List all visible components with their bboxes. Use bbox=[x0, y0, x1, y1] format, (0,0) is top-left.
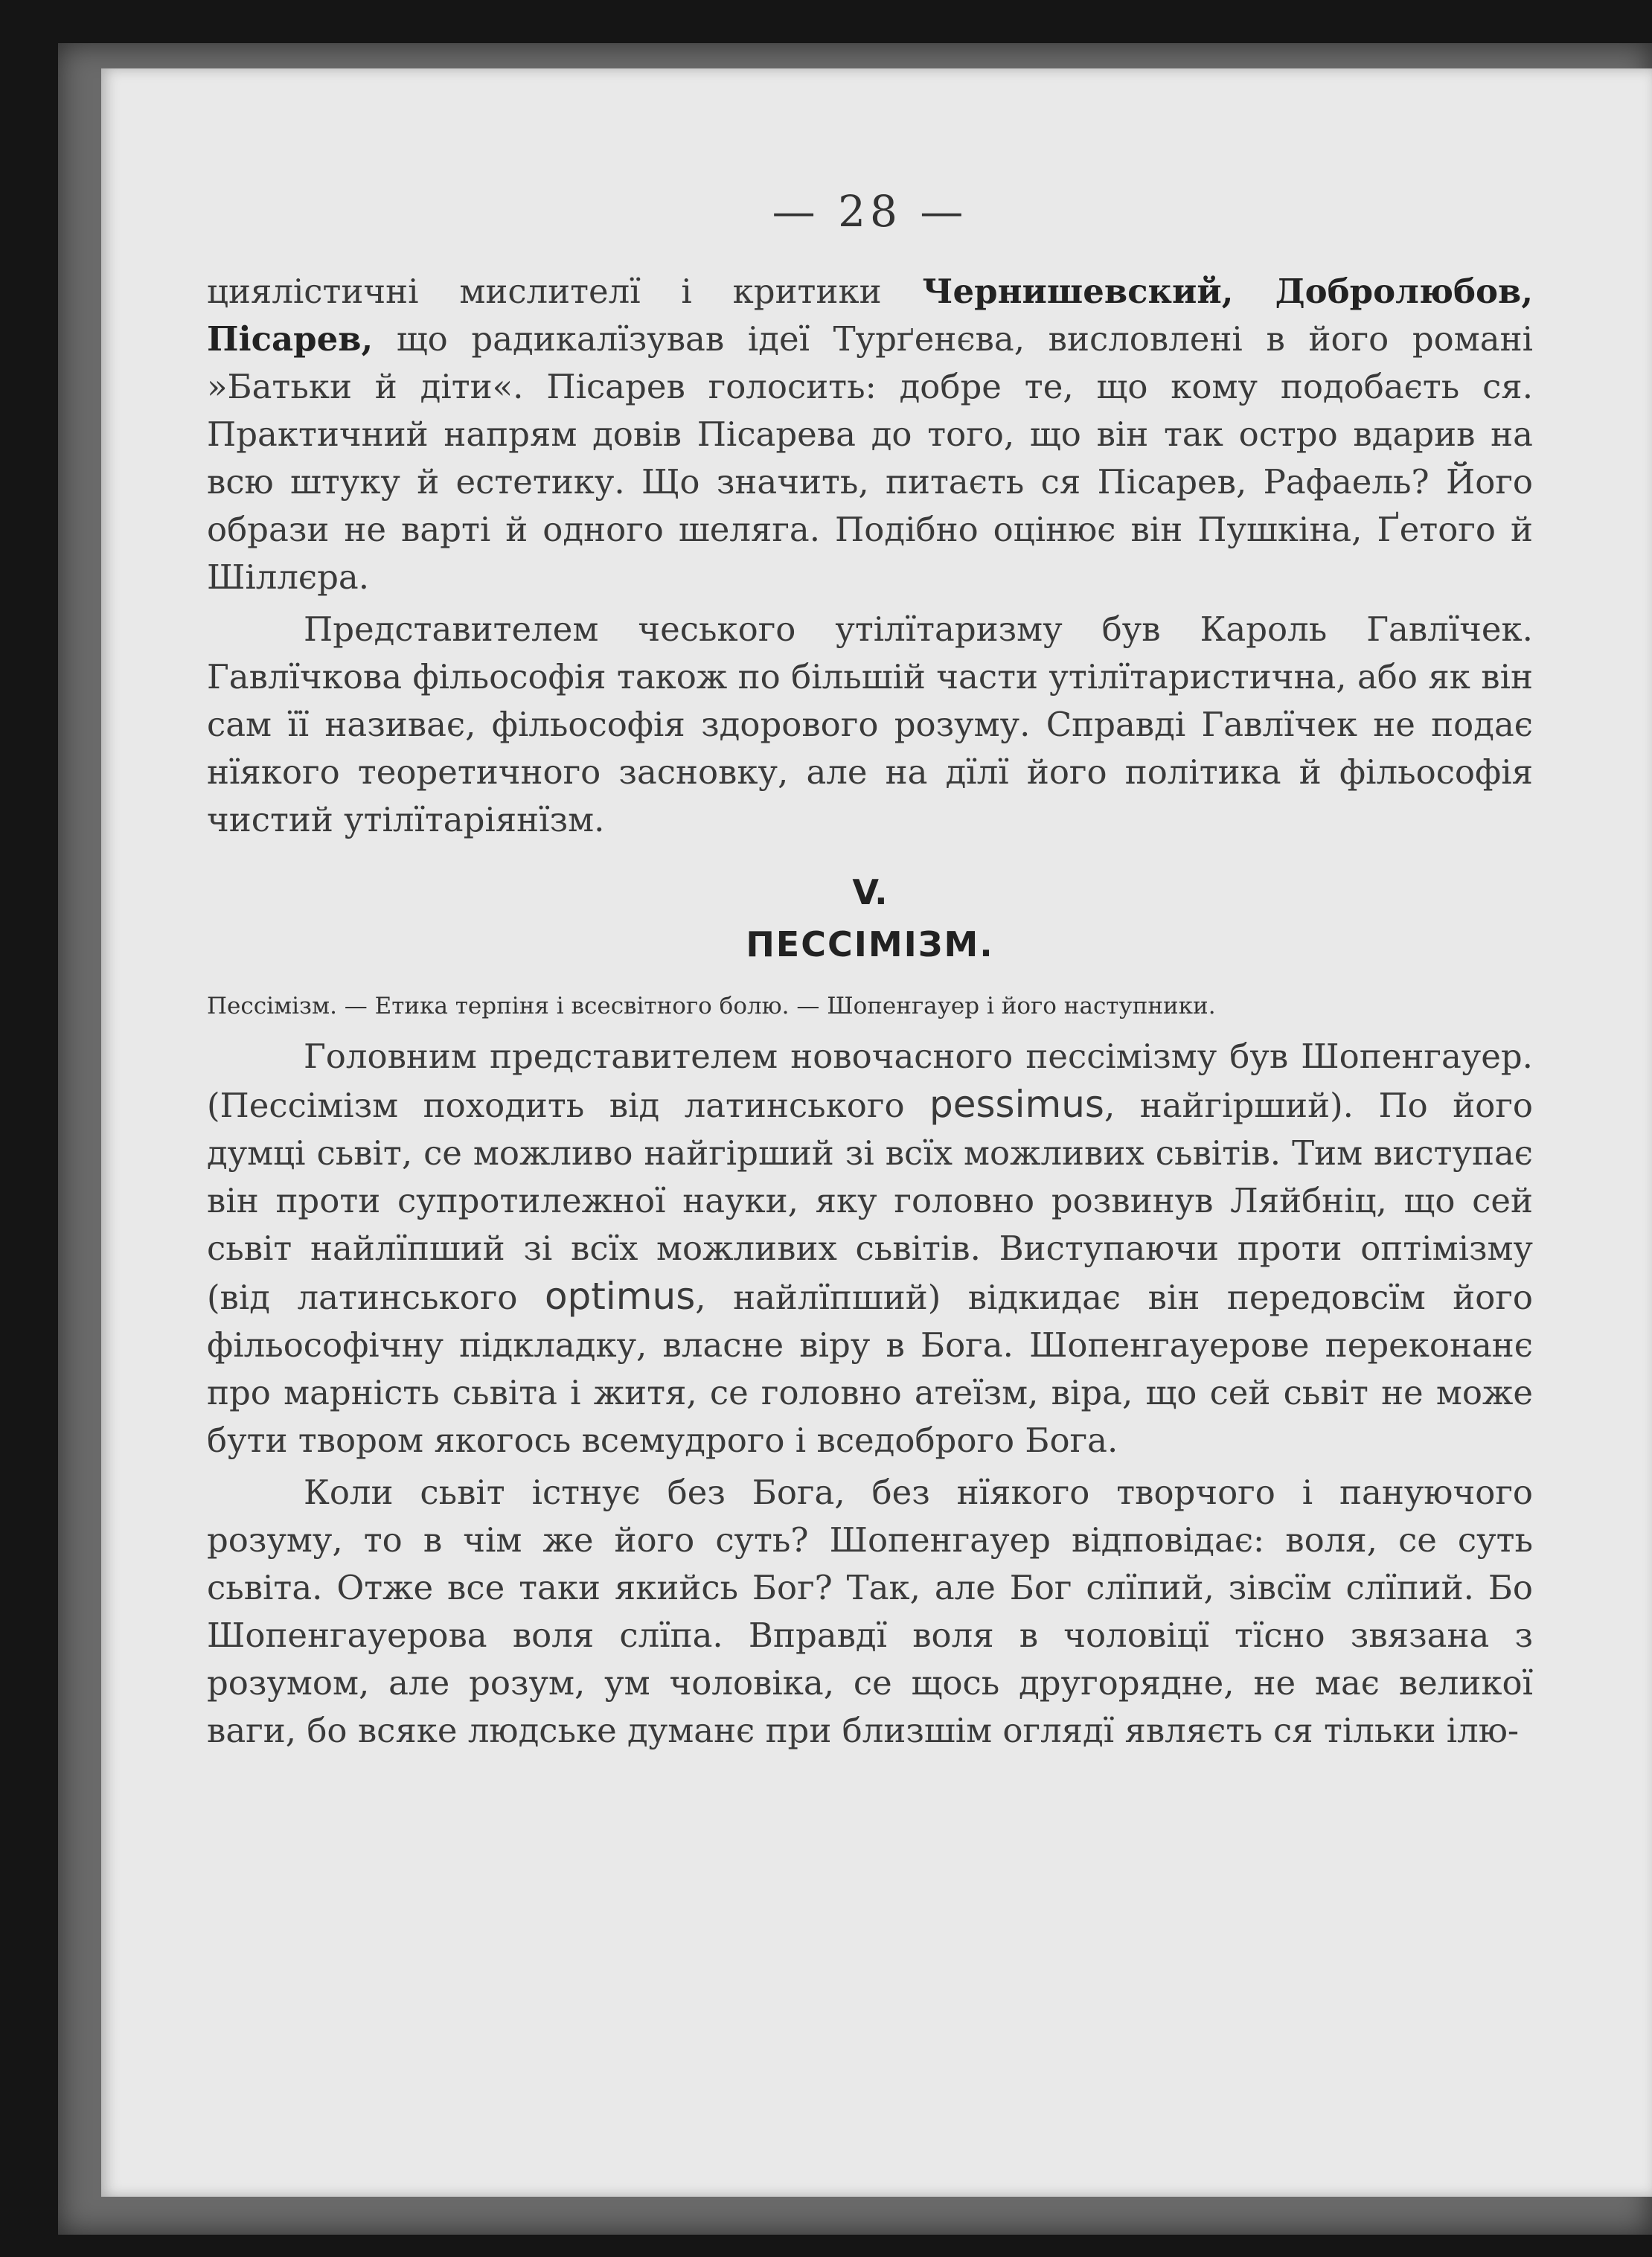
page-text bbox=[207, 186, 1533, 1755]
paragraph-4: Коли сьвіт істнує без Бога, без нїякого творчого і пануючого розуму, то в чім же його суть? Шопенгауер відповідає: воля, се суть сьвіта. Отже все таки якийсь Бог? Так, але Бог слїпий, зівсїм слїпий. Бо Шопенгауерова воля слїпа. Вправдї воля в чоловіцї тїсно звязана з розумом, але розум, ум чоловіка, се щось другорядне, не має великої ваги, бо всяке людське думанє при близшім оглядї являєть ся тільки ілю- bbox=[207, 1473, 1533, 1750]
section-number: V. bbox=[852, 872, 888, 912]
paragraph-1 bbox=[207, 268, 1533, 601]
section-title: ПЕССІМІЗМ. bbox=[746, 924, 994, 964]
section-synopsis: Пессімізм. — Етика терпіня і всесвітного болю. — Шопенгауер і його наступники. bbox=[207, 993, 1216, 1019]
latin-term-optimus: optimus bbox=[544, 1275, 696, 1318]
paragraph-3-text-a: Головним представителем новочасного пессімізму був Шопенгауер. (Пессімізм походить від латинського bbox=[207, 1037, 1533, 1125]
paragraph-3-text-c: , найлїпший) відкидає він передовсїм його фільософічну підкладку, власне віру в Бога. Шопенгауерове переконанє про марність сьвіта і житя, се головно атеїзм, віра, що сей сьвіт не може бути твором якогось всемудрого і вседоброго Бога. bbox=[207, 1278, 1533, 1460]
latin-term-pessimus: pessimus bbox=[929, 1083, 1104, 1126]
paragraph-1-text-a: цияліcтичні мислителї і критики bbox=[207, 272, 923, 311]
paragraph-3 bbox=[207, 1033, 1533, 1464]
paragraph-3-text-b: , найгірший). По його думці сьвіт, се можливо найгірший зі всїх можливих сьвітів. Тим виступає він проти супротилежної науки, яку головно розвинув Ляйбніц, що сей сьвіт найлїпший зі всїх можливих сьвітів. Виступаючи проти оптімізму (від латинського bbox=[207, 1086, 1533, 1317]
paragraph-1-text-b: що радикалїзував ідеї Турґенєва, висловлені в його романі »Батьки й діти«. Пісарев голосить: добре те, що кому подобаєть ся. Практичний напрям довів Пісарева до того, що він так остро вдарив на всю штуку й естетику. Що значить, питаєть ся Пісарев, Рафаель? Його образи не варті й одного шеляга. Подібно оцінює він Пушкіна, Ґетого й Шіллєра. bbox=[207, 319, 1533, 597]
page-number: — 28 — bbox=[772, 186, 968, 237]
paragraph-1-bold-names: Чернишевский, Добролюбов, Пісарев, bbox=[207, 272, 1533, 359]
paragraph-2: Представителем чеського утілїтаризму був Кароль Гавлїчек. Гавлїчкова фільософія також по більшій части утілїтаристична, або як він сам її називає, фільософія здорового розуму. Справді Гавлїчек не подає нїякого теоретичного засновку, але на дїлї його політика й фільософія чистий утілїтаріянїзм. bbox=[207, 609, 1533, 839]
